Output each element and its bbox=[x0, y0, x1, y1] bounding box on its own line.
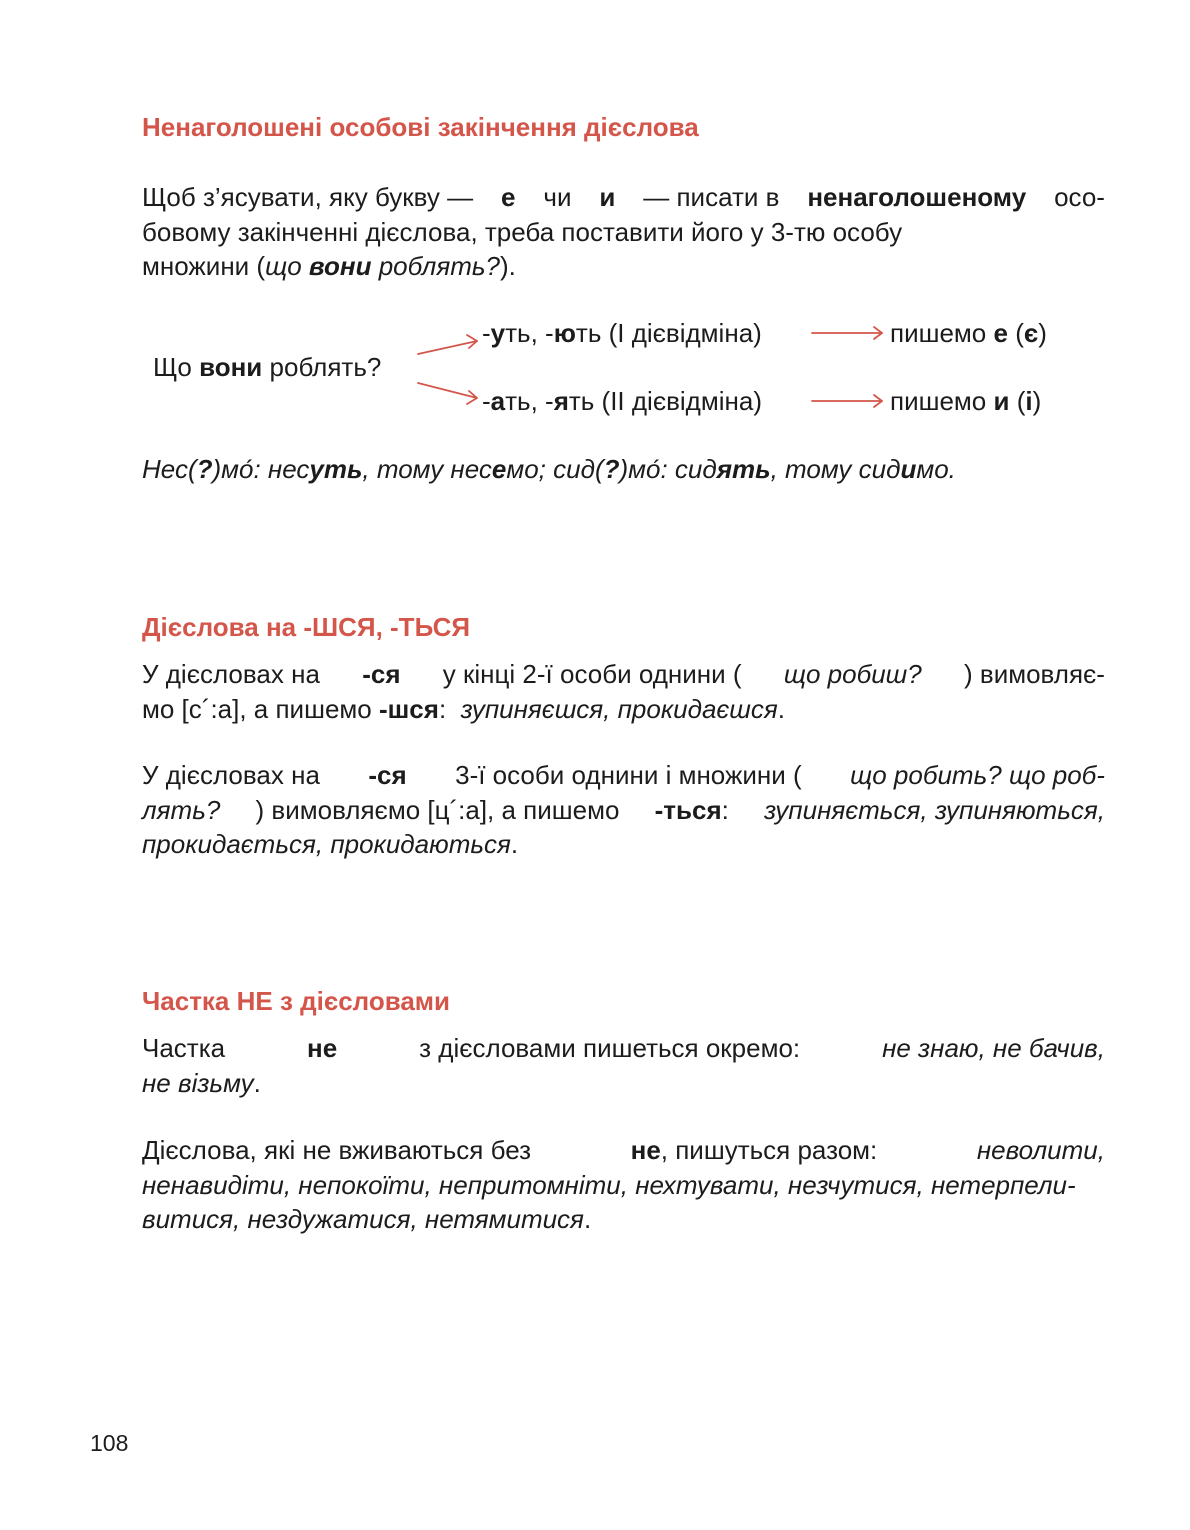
paragraph-line bbox=[142, 1202, 1105, 1237]
text-run: осо- bbox=[1054, 182, 1105, 212]
text-run: )мо́: нес bbox=[212, 454, 310, 484]
text-run: пишемо bbox=[890, 386, 987, 416]
text-run: Що bbox=[153, 352, 192, 382]
text-run: пишемо bbox=[890, 318, 987, 348]
text-run-bold: уть bbox=[309, 454, 363, 484]
text-run: ( bbox=[1015, 318, 1024, 348]
text-run: Частка bbox=[142, 1033, 226, 1063]
paragraph-line bbox=[142, 657, 1105, 692]
paragraph-second-person bbox=[142, 657, 1105, 726]
text-run: , тому сид bbox=[770, 454, 901, 484]
result-letter-alt: є bbox=[1023, 318, 1039, 348]
text-run: у кінці 2-ї особи однини ( bbox=[442, 659, 742, 689]
paragraph-ne-separate bbox=[142, 1031, 1105, 1100]
arrow-to-first-conjugation-icon bbox=[418, 335, 477, 354]
question-word-bold: вони bbox=[308, 251, 372, 281]
text-run: 3-ї особи однини і множини ( bbox=[455, 760, 802, 790]
example-words: прокидається, прокидаються bbox=[142, 829, 511, 859]
arrow-to-result-first-icon bbox=[812, 327, 882, 339]
text-run: ) вимовляємо [ц´:а], а пишемо bbox=[255, 794, 620, 825]
text-run: з дієсловами пишеться окремо: bbox=[419, 1033, 801, 1063]
text-run: , пишуться разом: bbox=[660, 1135, 878, 1165]
paragraph-third-person bbox=[142, 758, 1105, 862]
arrow-to-second-conjugation-icon bbox=[418, 383, 477, 404]
text-run: : bbox=[721, 794, 729, 825]
text-run: . bbox=[253, 1067, 261, 1098]
term-unstressed: ненаголошеному bbox=[807, 182, 1027, 212]
paragraph-line bbox=[142, 1066, 1105, 1101]
text-run: ). bbox=[500, 251, 516, 281]
text-run: ) bbox=[1038, 318, 1047, 348]
suffix-shsya: -шся bbox=[378, 693, 439, 724]
example-words: не візьму bbox=[142, 1067, 254, 1098]
diagram-question bbox=[153, 352, 381, 382]
text-run: : bbox=[438, 693, 447, 724]
result-letter: и bbox=[993, 386, 1010, 416]
letter-e: е bbox=[501, 182, 516, 212]
question-word: роблять? bbox=[378, 251, 501, 281]
section-heading-particle-ne: Частка НЕ з дієсловами bbox=[142, 986, 451, 1016]
text-run: ( bbox=[1016, 386, 1026, 416]
paragraph-ne-together bbox=[142, 1133, 1105, 1237]
ending-letter: у bbox=[490, 318, 506, 348]
example-line bbox=[142, 452, 1105, 487]
question-word: що робить? що роб- bbox=[850, 760, 1105, 790]
text-run-bold: е bbox=[491, 454, 507, 484]
text-run: роблять? bbox=[269, 352, 382, 382]
text-run: мо [с´:а], а пишемо bbox=[142, 693, 372, 724]
text-run: мо. bbox=[916, 454, 956, 484]
paragraph-line bbox=[142, 1031, 1105, 1066]
text-run-bold: ять bbox=[716, 454, 771, 484]
text-run: Нес( bbox=[142, 454, 197, 484]
result-letter-alt: і bbox=[1025, 386, 1033, 416]
ending-letter: а bbox=[490, 386, 506, 416]
text-run: множини ( bbox=[142, 251, 266, 281]
text-run: . bbox=[583, 1204, 592, 1234]
particle-ne: не bbox=[630, 1135, 661, 1165]
text-run-bold: и bbox=[900, 454, 917, 484]
suffix-tsya: -ться bbox=[654, 794, 722, 825]
text-run: Щоб з’ясувати, яку букву — bbox=[142, 182, 474, 212]
paragraph-line bbox=[142, 1168, 1105, 1203]
paragraph-line bbox=[142, 793, 1105, 828]
text-run: - bbox=[482, 318, 491, 348]
particle-ne: не bbox=[307, 1033, 338, 1063]
text-run: - bbox=[482, 386, 491, 416]
text-run: ) bbox=[1032, 386, 1042, 416]
text-run: ) вимовляє- bbox=[964, 659, 1105, 689]
ending-letter: ю bbox=[553, 318, 576, 348]
paragraph-line bbox=[142, 215, 1105, 250]
text-run: мо; сид( bbox=[506, 454, 604, 484]
text-run: , тому нес bbox=[362, 454, 492, 484]
example-words: зупиняється, зупиняються, bbox=[764, 794, 1105, 825]
diagram-row-second-conjugation bbox=[482, 386, 762, 416]
text-run: . bbox=[510, 829, 519, 859]
section-heading-shsya-tsya: Дієслова на -ШСЯ, -ТЬСЯ bbox=[142, 612, 471, 642]
paragraph-line bbox=[142, 180, 1105, 215]
page-number: 108 bbox=[90, 1430, 129, 1456]
paragraph-line bbox=[142, 758, 1105, 793]
text-run: чи bbox=[543, 182, 572, 212]
text-run: . bbox=[777, 693, 786, 724]
text-run: Дієслова, які не вживаються без bbox=[142, 1135, 532, 1165]
paragraph-rule-endings bbox=[142, 180, 1105, 284]
text-run-bold: вони bbox=[199, 352, 263, 382]
example-words: витися, нездужатися, нетямитися bbox=[142, 1204, 584, 1234]
result-letter: е bbox=[993, 318, 1008, 348]
paragraph-line bbox=[142, 827, 1105, 862]
paragraph-line bbox=[142, 452, 1105, 487]
letter-y: и bbox=[599, 182, 616, 212]
question-word: лять? bbox=[142, 794, 221, 825]
paragraph-line bbox=[142, 1133, 1105, 1168]
suffix-sya: -ся bbox=[368, 760, 407, 790]
text-run: )мо́: сид bbox=[619, 454, 717, 484]
question-word: що робиш? bbox=[783, 659, 922, 689]
diagram-result-first bbox=[890, 318, 1047, 348]
section-heading-unstressed-endings: Ненаголошені особові закінчення дієслова bbox=[142, 112, 699, 142]
example-words: неволити, bbox=[976, 1135, 1105, 1165]
ending-letter: я bbox=[553, 386, 569, 416]
question-word: що bbox=[265, 251, 302, 281]
paragraph-line bbox=[142, 249, 1105, 284]
text-run: У дієсловах на bbox=[142, 659, 320, 689]
diagram-result-second bbox=[890, 386, 1041, 416]
example-words: не знаю, не бачив, bbox=[882, 1033, 1105, 1063]
text-run: — писати в bbox=[643, 182, 780, 212]
text-run: ть, - bbox=[505, 318, 554, 348]
text-run: У дієсловах на bbox=[142, 760, 320, 790]
paragraph-line bbox=[142, 692, 1105, 727]
text-run: бовому закінченні дієслова, треба поставити його у 3-тю особу bbox=[142, 216, 903, 247]
example-words: зупиняєшся, прокидаєшся bbox=[460, 693, 778, 724]
text-run-bold: ? bbox=[603, 454, 620, 484]
arrow-to-result-second-icon bbox=[812, 395, 882, 407]
diagram-row-first-conjugation bbox=[482, 318, 762, 348]
example-words: ненавидіти, непокоїти, непритомніти, нехтувати, незчутися, нетерпели- bbox=[142, 1169, 1076, 1200]
text-run-bold: ? bbox=[196, 454, 213, 484]
text-run: ть (І дієвідміна) bbox=[575, 318, 762, 348]
suffix-sya: -ся bbox=[362, 659, 401, 689]
text-run: ть (ІІ дієвідміна) bbox=[568, 386, 762, 416]
text-run: ть, - bbox=[505, 386, 554, 416]
